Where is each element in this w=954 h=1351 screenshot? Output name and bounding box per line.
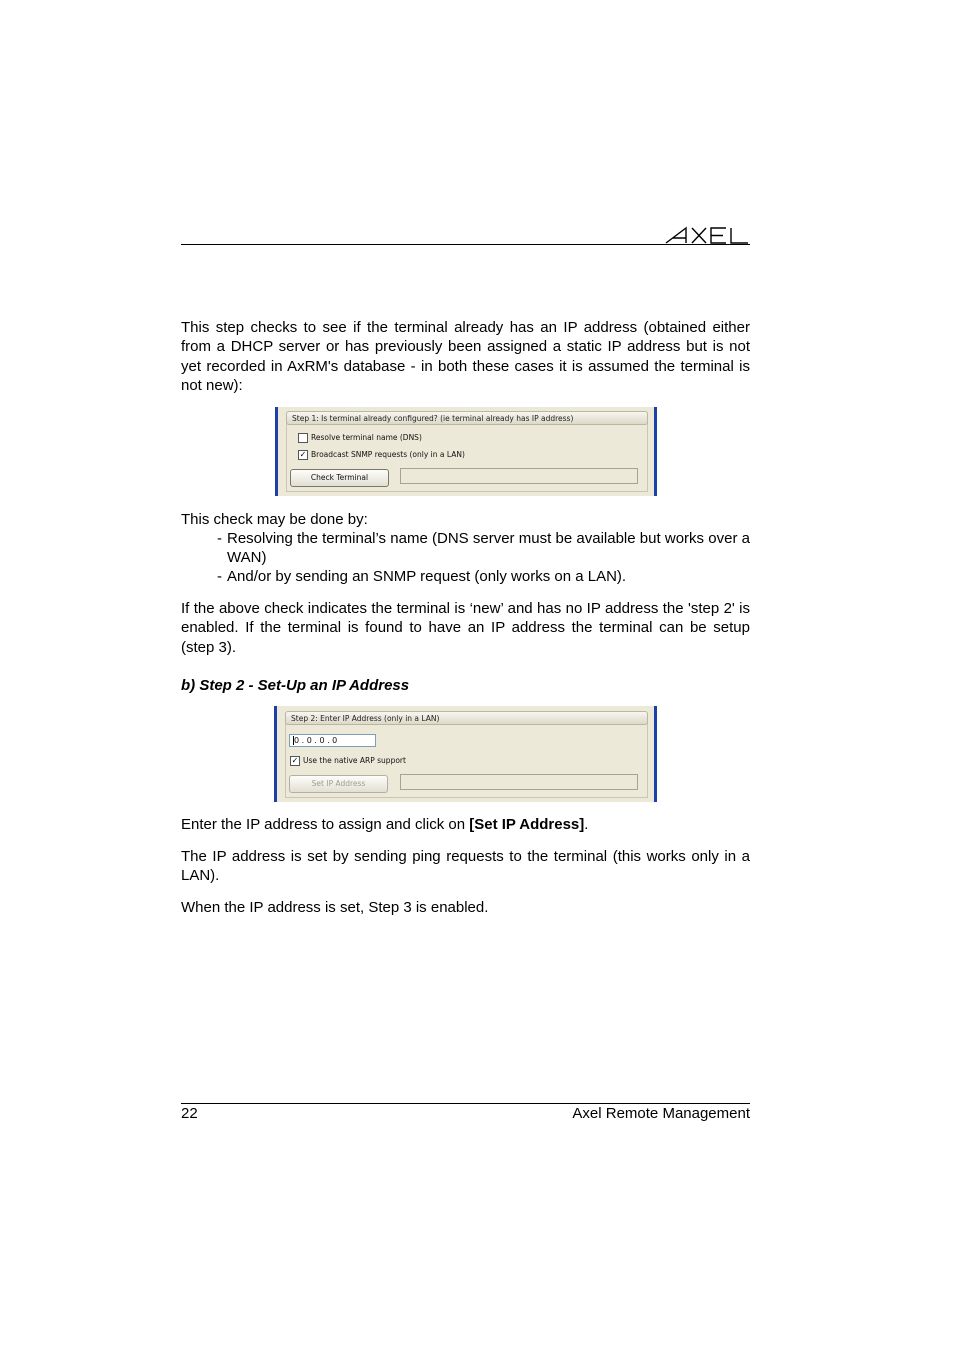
step1-status-field <box>400 468 638 484</box>
ping-paragraph: The IP address is set by sending ping requests to the terminal (this works only in a LAN). <box>181 848 750 885</box>
broadcast-snmp-checkbox[interactable]: ✓ <box>299 450 307 459</box>
enter-ip-text: Enter the IP address to assign and click on <box>181 816 470 833</box>
enter-ip-paragraph <box>181 815 750 834</box>
resolve-name-label: Resolve terminal name (DNS) <box>311 433 422 442</box>
bullet-item <box>217 529 750 568</box>
check-intro: This check may be done by: <box>181 511 368 528</box>
bullet-text: And/or by sending an SNMP request (only works on a LAN). <box>227 568 627 585</box>
step2-status-field <box>400 774 638 790</box>
step1-group-title: Step 1: Is terminal already configured? (ie terminal already has IP address) <box>286 411 648 425</box>
step2-dialog <box>274 706 657 802</box>
intro-paragraph: This step checks to see if the terminal already has an IP address (obtained either from a DHCP server or has previously been assigned a static IP address but is not yet recorded in AxRM's database - in both these cases it is assumed the terminal is not new): <box>181 319 750 394</box>
header-rule <box>181 244 750 245</box>
enter-ip-end: . <box>584 816 589 833</box>
broadcast-snmp-label: Broadcast SNMP requests (only in a LAN) <box>311 450 465 459</box>
step2-group-title: Step 2: Enter IP Address (only in a LAN) <box>285 711 648 725</box>
footer-rule <box>181 1103 750 1104</box>
set-ip-reference: [Set IP Address] <box>469 816 585 833</box>
bullet-item <box>217 567 750 586</box>
bullet-dash: - <box>217 530 222 547</box>
step1-dialog <box>275 407 657 496</box>
set-ip-address-button[interactable]: Set IP Address <box>289 775 388 793</box>
ip-address-value: 0 . 0 . 0 . 0 <box>294 736 338 745</box>
document-title: Axel Remote Management <box>572 1105 750 1122</box>
axel-logo <box>664 225 750 245</box>
native-arp-checkbox[interactable]: ✓ <box>291 756 299 765</box>
section-heading: b) Step 2 - Set-Up an IP Address <box>181 677 410 694</box>
ip-address-input[interactable] <box>289 734 376 747</box>
final-paragraph: When the IP address is set, Step 3 is enabled. <box>181 899 489 916</box>
resolve-name-checkbox[interactable] <box>298 433 308 443</box>
native-arp-label: Use the native ARP support <box>303 756 406 765</box>
page-number: 22 <box>181 1105 198 1122</box>
bullet-dash: - <box>217 568 222 585</box>
check-terminal-button[interactable]: Check Terminal <box>290 469 389 487</box>
step-note-paragraph: If the above check indicates the terminal is ‘new’ and has no IP address the 'step 2' is enabled. If the terminal is found to have an IP address the terminal can be setup (step 3). <box>181 600 750 656</box>
bullet-text: Resolving the terminal’s name (DNS server must be available but works over a WAN) <box>227 530 750 567</box>
